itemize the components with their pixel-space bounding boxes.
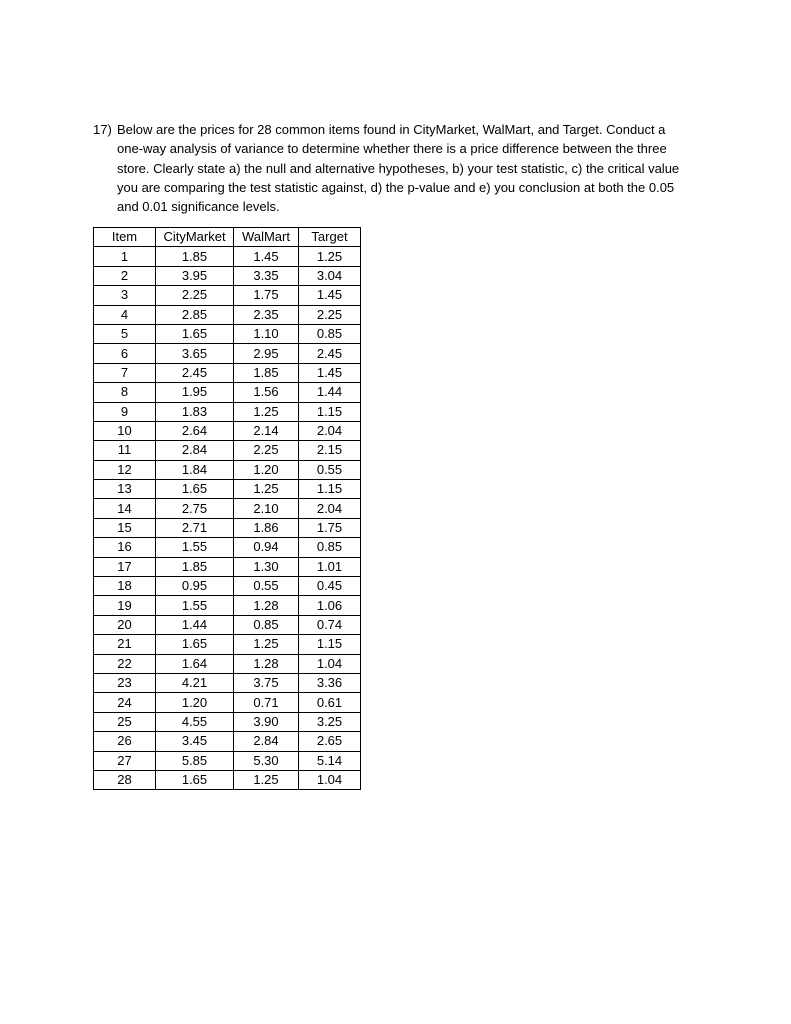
item-cell: 20: [94, 615, 156, 634]
header-walmart: WalMart: [234, 228, 299, 247]
table-row: [94, 712, 361, 731]
target-price-cell: 1.06: [299, 596, 361, 615]
table-row: [94, 363, 361, 382]
item-cell: 16: [94, 538, 156, 557]
table-row: [94, 324, 361, 343]
citymarket-price-cell: 3.95: [156, 266, 234, 285]
citymarket-price-cell: 1.65: [156, 480, 234, 499]
target-price-cell: 1.15: [299, 402, 361, 421]
table-row: [94, 751, 361, 770]
target-price-cell: 3.25: [299, 712, 361, 731]
citymarket-price-cell: 2.71: [156, 518, 234, 537]
table-row: [94, 305, 361, 324]
item-cell: 28: [94, 770, 156, 789]
citymarket-price-cell: 1.44: [156, 615, 234, 634]
citymarket-price-cell: 2.45: [156, 363, 234, 382]
item-cell: 4: [94, 305, 156, 324]
target-price-cell: 1.15: [299, 635, 361, 654]
target-price-cell: 0.55: [299, 460, 361, 479]
item-cell: 11: [94, 441, 156, 460]
walmart-price-cell: 1.86: [234, 518, 299, 537]
walmart-price-cell: 1.28: [234, 654, 299, 673]
walmart-price-cell: 2.10: [234, 499, 299, 518]
citymarket-price-cell: 2.64: [156, 421, 234, 440]
table-row: [94, 577, 361, 596]
citymarket-price-cell: 4.55: [156, 712, 234, 731]
target-price-cell: 1.44: [299, 383, 361, 402]
target-price-cell: 0.74: [299, 615, 361, 634]
item-cell: 5: [94, 324, 156, 343]
table-row: [94, 557, 361, 576]
item-cell: 1: [94, 247, 156, 266]
target-price-cell: 1.04: [299, 654, 361, 673]
target-price-cell: 1.15: [299, 480, 361, 499]
header-target: Target: [299, 228, 361, 247]
target-price-cell: 2.15: [299, 441, 361, 460]
target-price-cell: 1.75: [299, 518, 361, 537]
table-row: [94, 480, 361, 499]
citymarket-price-cell: 3.65: [156, 344, 234, 363]
item-cell: 15: [94, 518, 156, 537]
walmart-price-cell: 1.28: [234, 596, 299, 615]
item-cell: 23: [94, 673, 156, 692]
citymarket-price-cell: 1.65: [156, 324, 234, 343]
walmart-price-cell: 3.75: [234, 673, 299, 692]
item-cell: 21: [94, 635, 156, 654]
citymarket-price-cell: 1.65: [156, 635, 234, 654]
walmart-price-cell: 2.84: [234, 732, 299, 751]
item-cell: 7: [94, 363, 156, 382]
table-row: [94, 421, 361, 440]
table-row: [94, 383, 361, 402]
table-row: [94, 635, 361, 654]
question-text: Below are the prices for 28 common items found in CityMarket, WalMart, and Target. Conduct a one-way analysis of variance to determine whether there is a price difference between the three store. Clearly state a) the null and alternative hypotheses, b) your test statistic, c) the critical value you are comparing the test statistic against, d) the p-value and e) you conclusion at both the 0.05 and 0.01 significance levels.: [117, 122, 680, 215]
item-cell: 22: [94, 654, 156, 673]
citymarket-price-cell: 2.85: [156, 305, 234, 324]
walmart-price-cell: 3.35: [234, 266, 299, 285]
question-number: 17): [93, 122, 112, 137]
citymarket-price-cell: 1.84: [156, 460, 234, 479]
target-price-cell: 1.04: [299, 770, 361, 789]
table-row: [94, 693, 361, 712]
table-row: [94, 770, 361, 789]
citymarket-price-cell: 1.20: [156, 693, 234, 712]
walmart-price-cell: 2.14: [234, 421, 299, 440]
item-cell: 18: [94, 577, 156, 596]
item-cell: 19: [94, 596, 156, 615]
target-price-cell: 1.45: [299, 363, 361, 382]
table-row: [94, 538, 361, 557]
target-price-cell: 0.61: [299, 693, 361, 712]
walmart-price-cell: 1.20: [234, 460, 299, 479]
target-price-cell: 2.25: [299, 305, 361, 324]
walmart-price-cell: 0.71: [234, 693, 299, 712]
price-table: [93, 227, 361, 790]
walmart-price-cell: 2.95: [234, 344, 299, 363]
walmart-price-cell: 1.25: [234, 480, 299, 499]
table-header-row: [94, 228, 361, 247]
item-cell: 17: [94, 557, 156, 576]
walmart-price-cell: 1.56: [234, 383, 299, 402]
walmart-price-cell: 1.25: [234, 402, 299, 421]
item-cell: 10: [94, 421, 156, 440]
item-cell: 27: [94, 751, 156, 770]
item-cell: 6: [94, 344, 156, 363]
walmart-price-cell: 3.90: [234, 712, 299, 731]
header-item: Item: [94, 228, 156, 247]
table-row: [94, 596, 361, 615]
item-cell: 13: [94, 480, 156, 499]
walmart-price-cell: 1.85: [234, 363, 299, 382]
walmart-price-cell: 1.45: [234, 247, 299, 266]
target-price-cell: 3.04: [299, 266, 361, 285]
table-row: [94, 286, 361, 305]
table-row: [94, 460, 361, 479]
target-price-cell: 0.85: [299, 538, 361, 557]
target-price-cell: 2.65: [299, 732, 361, 751]
citymarket-price-cell: 1.55: [156, 596, 234, 615]
walmart-price-cell: 1.30: [234, 557, 299, 576]
table-row: [94, 499, 361, 518]
target-price-cell: 3.36: [299, 673, 361, 692]
table-body: [94, 247, 361, 790]
item-cell: 8: [94, 383, 156, 402]
citymarket-price-cell: 4.21: [156, 673, 234, 692]
target-price-cell: 2.04: [299, 421, 361, 440]
item-cell: 25: [94, 712, 156, 731]
citymarket-price-cell: 1.55: [156, 538, 234, 557]
target-price-cell: 5.14: [299, 751, 361, 770]
target-price-cell: 2.04: [299, 499, 361, 518]
target-price-cell: 0.85: [299, 324, 361, 343]
question-block: [93, 120, 693, 216]
item-cell: 24: [94, 693, 156, 712]
walmart-price-cell: 1.25: [234, 635, 299, 654]
item-cell: 12: [94, 460, 156, 479]
target-price-cell: 1.25: [299, 247, 361, 266]
walmart-price-cell: 5.30: [234, 751, 299, 770]
header-citymarket: CityMarket: [156, 228, 234, 247]
walmart-price-cell: 2.35: [234, 305, 299, 324]
table-row: [94, 247, 361, 266]
table-row: [94, 441, 361, 460]
walmart-price-cell: 0.85: [234, 615, 299, 634]
item-cell: 14: [94, 499, 156, 518]
citymarket-price-cell: 1.85: [156, 557, 234, 576]
table-row: [94, 344, 361, 363]
item-cell: 9: [94, 402, 156, 421]
citymarket-price-cell: 2.25: [156, 286, 234, 305]
citymarket-price-cell: 1.64: [156, 654, 234, 673]
table-row: [94, 673, 361, 692]
item-cell: 3: [94, 286, 156, 305]
citymarket-price-cell: 2.84: [156, 441, 234, 460]
item-cell: 2: [94, 266, 156, 285]
citymarket-price-cell: 5.85: [156, 751, 234, 770]
citymarket-price-cell: 1.65: [156, 770, 234, 789]
table-row: [94, 654, 361, 673]
table-row: [94, 732, 361, 751]
citymarket-price-cell: 3.45: [156, 732, 234, 751]
walmart-price-cell: 0.55: [234, 577, 299, 596]
citymarket-price-cell: 0.95: [156, 577, 234, 596]
citymarket-price-cell: 1.85: [156, 247, 234, 266]
table-row: [94, 615, 361, 634]
table-row: [94, 266, 361, 285]
target-price-cell: 0.45: [299, 577, 361, 596]
item-cell: 26: [94, 732, 156, 751]
table-row: [94, 518, 361, 537]
walmart-price-cell: 2.25: [234, 441, 299, 460]
target-price-cell: 1.45: [299, 286, 361, 305]
walmart-price-cell: 1.10: [234, 324, 299, 343]
walmart-price-cell: 1.75: [234, 286, 299, 305]
citymarket-price-cell: 2.75: [156, 499, 234, 518]
citymarket-price-cell: 1.83: [156, 402, 234, 421]
target-price-cell: 1.01: [299, 557, 361, 576]
walmart-price-cell: 0.94: [234, 538, 299, 557]
target-price-cell: 2.45: [299, 344, 361, 363]
walmart-price-cell: 1.25: [234, 770, 299, 789]
table-row: [94, 402, 361, 421]
citymarket-price-cell: 1.95: [156, 383, 234, 402]
